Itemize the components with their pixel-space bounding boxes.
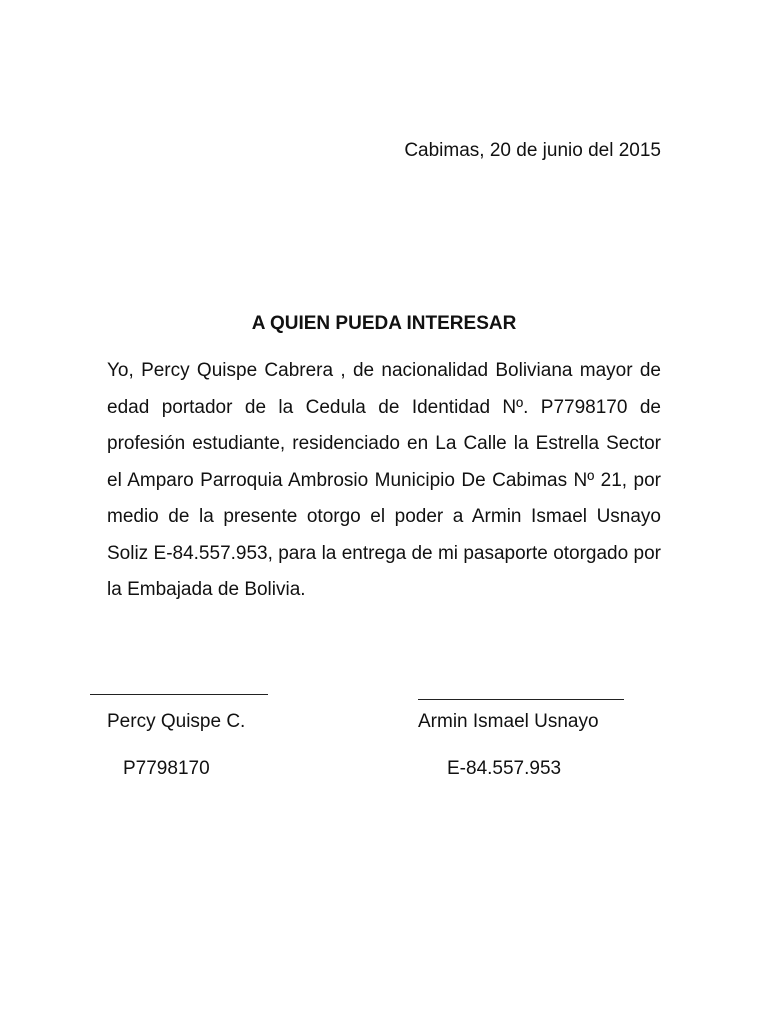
signature-line-right [418, 699, 624, 700]
letter-heading: A QUIEN PUEDA INTERESAR [251, 313, 517, 334]
signer-name-left: Percy Quispe C. [107, 711, 246, 732]
letter-body: Yo, Percy Quispe Cabrera , de nacionalidad Boliviana mayor de edad portador de la Cedula de Identidad Nº. P7798170 de profesión estudiante, residenciado en La Calle la Estrella Sector el Amparo Parroquia Ambrosio Municipio De Cabimas Nº 21, por medio de la presente otorgo el poder a Armin Ismael Usnayo Soliz E-84.557.953, para la entrega de mi pasaporte otorgado por la Embajada de Bolivia. [107, 360, 661, 600]
signature-line-left [90, 694, 268, 695]
place-date: Cabimas, 20 de junio del 2015 [404, 140, 661, 161]
signer-id-left: P7798170 [123, 758, 210, 779]
signer-name-right: Armin Ismael Usnayo [418, 711, 599, 732]
signer-id-right: E-84.557.953 [447, 758, 562, 779]
